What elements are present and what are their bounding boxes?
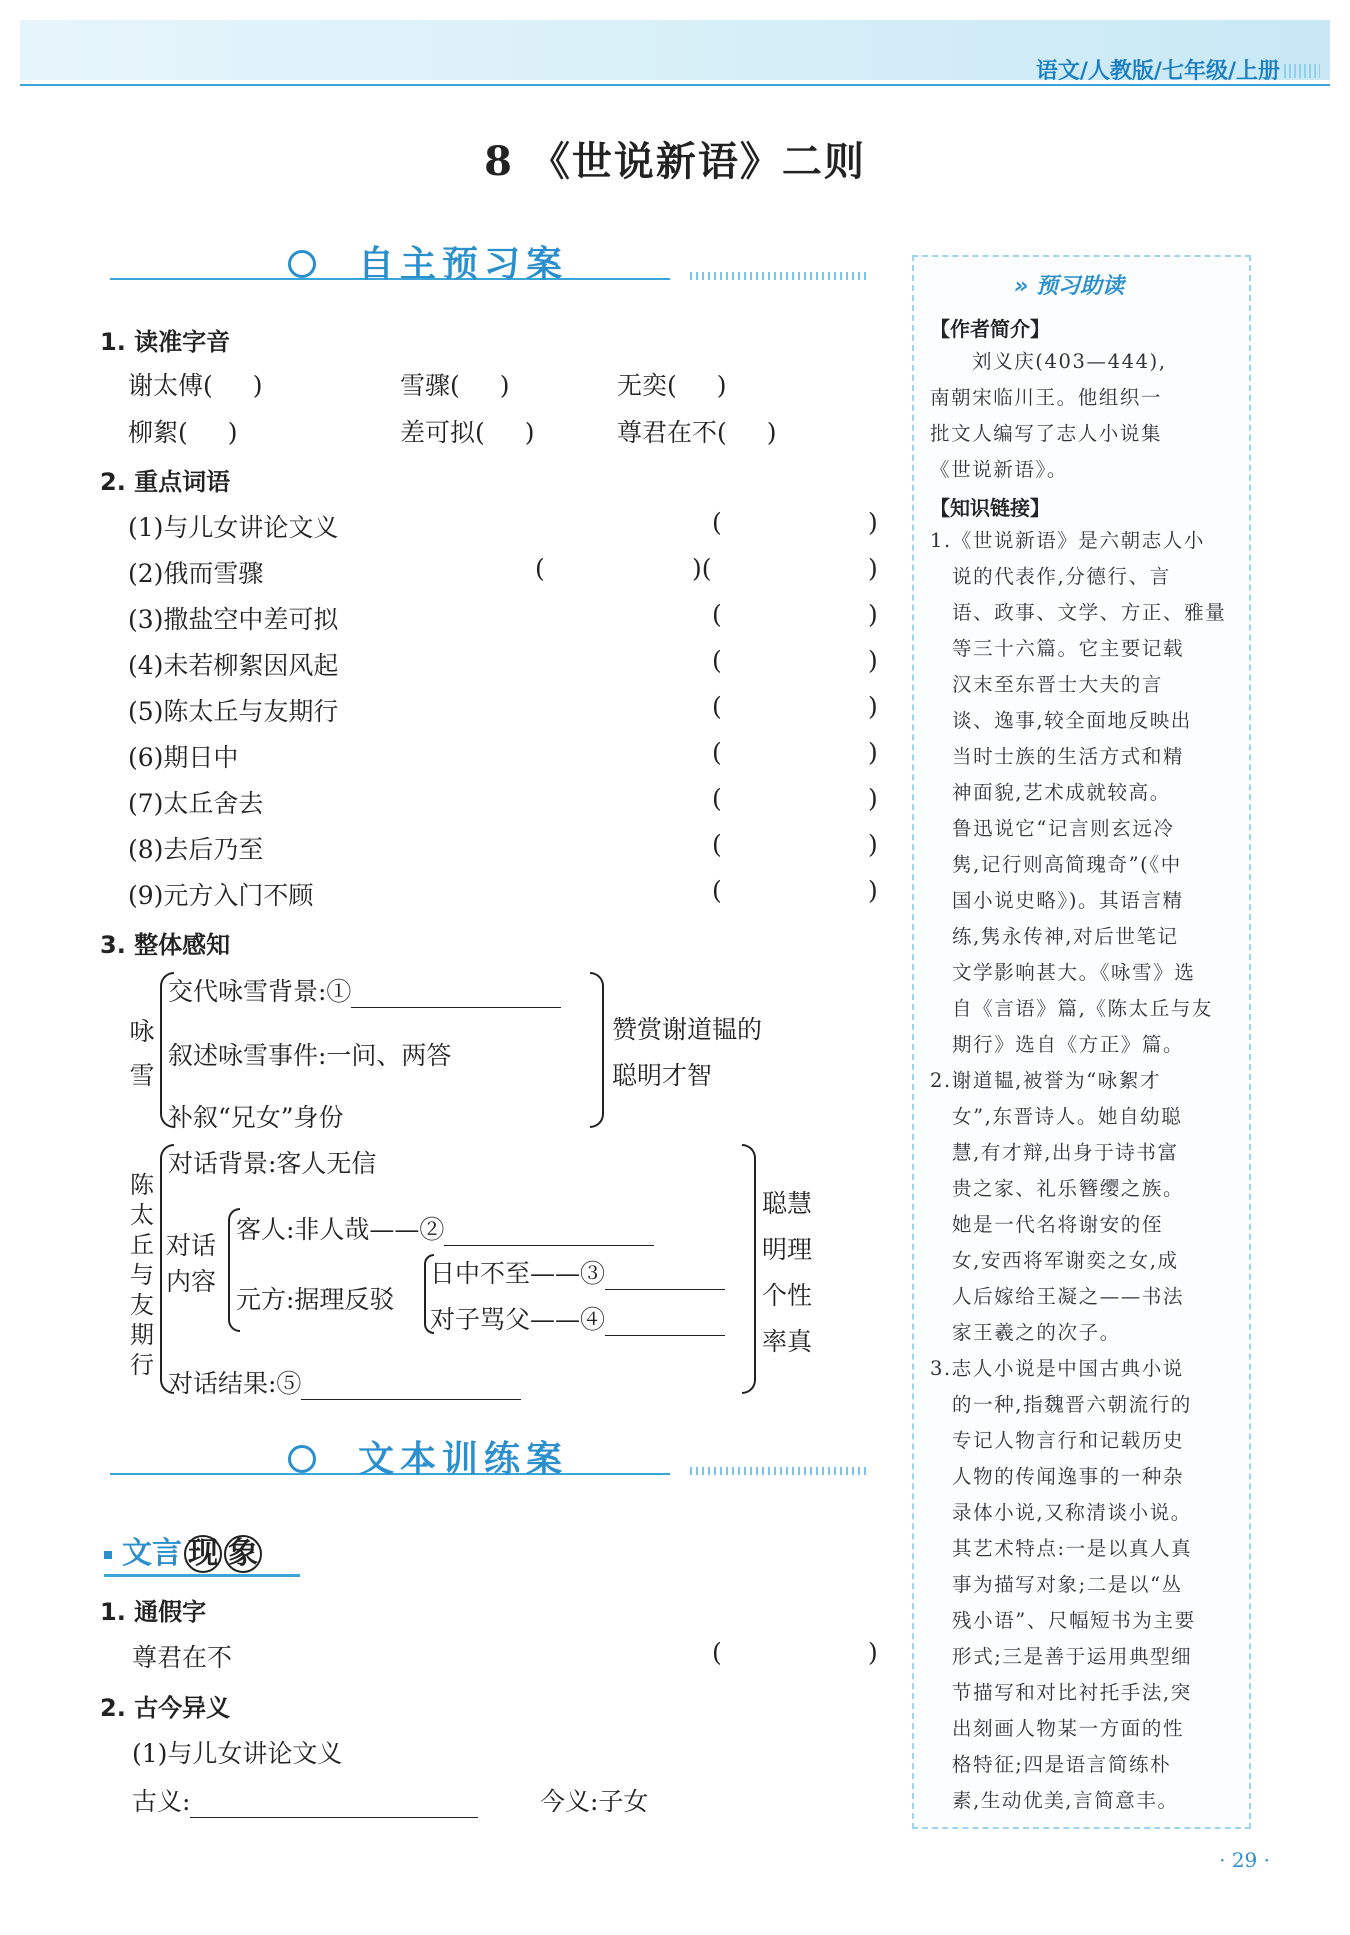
q2-item: (2)俄而雪骤: [128, 559, 264, 588]
target-icon: [288, 1445, 316, 1473]
knowledge-1-line: 等三十六篇。它主要记载: [952, 637, 1185, 660]
section-title-training: 文本训练案: [358, 1439, 569, 1480]
answer-paren-close: ): [868, 600, 878, 629]
knowledge-3-line: 形式;三是善于运用典型细: [952, 1645, 1193, 1668]
knowledge-1-line: 当时士族的生活方式和精: [952, 745, 1185, 768]
knowledge-1-line: 鲁迅说它“记言则玄远冷: [952, 817, 1175, 840]
chen-label: 陈太丘与友期行: [130, 1171, 154, 1379]
author-intro-line: 批文人编写了志人小说集: [930, 422, 1163, 445]
q2-item: (7)太丘舍去: [128, 789, 264, 818]
knowledge-link-label: 【知识链接】: [930, 496, 1050, 520]
author-intro-line: 南朝宋临川王。他组织一: [930, 386, 1163, 409]
q2-item: (3)撒盐空中差可拟: [128, 605, 339, 634]
q1-item-2: 雪骤( ): [400, 371, 510, 400]
answer-paren-close: ): [868, 692, 878, 721]
knowledge-3-line: 3.志人小说是中国古典小说: [930, 1357, 1184, 1380]
chen-background: 对话背景:客人无信: [168, 1149, 377, 1178]
yongxue-line-1: 交代咏雪背景:①: [168, 972, 561, 1008]
q2-item: (6)期日中: [128, 743, 239, 772]
q1-item-6: 尊君在不( ): [617, 418, 777, 447]
q2-item: (4)未若柳絮因风起: [128, 651, 339, 680]
knowledge-3-line: 素,生动优美,言简意丰。: [952, 1789, 1179, 1812]
section-title-preview: 自主预习案: [358, 244, 569, 285]
gujin-title: 2. 古今异义: [100, 1694, 231, 1722]
lesson-title: 8 《世说新语》二则: [484, 138, 866, 185]
tongjiazi-item: 尊君在不: [132, 1643, 233, 1672]
preview-sidebar: [912, 255, 1251, 1829]
knowledge-1-line: 1.《世说新语》是六朝志人小: [930, 529, 1206, 552]
yongxue-brace-right: [590, 972, 604, 1128]
knowledge-2-line: 人后嫁给王凝之——书法: [952, 1285, 1185, 1308]
knowledge-1-line: 语、政事、文学、方正、雅量: [952, 601, 1227, 624]
yongxue-line-2: 叙述咏雪事件:一问、两答: [168, 1041, 452, 1070]
q2-item: (1)与儿女讲论文义: [128, 513, 339, 542]
knowledge-1-line: 说的代表作,分德行、言: [952, 565, 1171, 588]
knowledge-1-line: 练,隽永传神,对后世笔记: [952, 925, 1179, 948]
answer-paren-close: ): [868, 738, 878, 767]
q3-title: 3. 整体感知: [100, 931, 231, 959]
tongjiazi-title: 1. 通假字: [100, 1598, 207, 1626]
gujin-gu: 古义:: [132, 1782, 478, 1818]
chen-rebut-2: 对子骂父——④: [430, 1300, 725, 1336]
answer-paren-open: (: [712, 600, 722, 629]
knowledge-1-line: 神面貌,艺术成就较高。: [952, 781, 1171, 804]
chen-trait-3: 个性: [762, 1281, 813, 1310]
q1-item-5: 差可拟( ): [400, 418, 535, 447]
knowledge-1-line: 汉末至东晋士大夫的言: [952, 673, 1164, 696]
answer-paren-open: (: [712, 692, 722, 721]
banner-dots: [690, 272, 870, 280]
knowledge-1-line: 谈、逸事,较全面地反映出: [952, 709, 1192, 732]
q2-item: (5)陈太丘与友期行: [128, 697, 339, 726]
answer-paren-open: (: [712, 508, 722, 537]
answer-paren-open: (: [712, 784, 722, 813]
chen-content-label: 对话内容: [166, 1231, 217, 1296]
knowledge-3-line: 残小语”、尺幅短书为主要: [952, 1609, 1196, 1632]
page-number: · 29 ·: [1219, 1848, 1270, 1872]
sidebar-heading: » 预习助读: [1014, 274, 1124, 299]
knowledge-3-line: 的一种,指魏晋六朝流行的: [952, 1393, 1192, 1416]
chen-trait-1: 聪慧: [762, 1189, 813, 1218]
knowledge-3-line: 录体小说,又称清谈小说。: [952, 1501, 1192, 1524]
knowledge-2-line: 慧,有才辩,出身于诗书富: [952, 1141, 1179, 1164]
knowledge-1-line: 期行》选自《方正》篇。: [952, 1033, 1185, 1056]
knowledge-2-line: 家王羲之的次子。: [952, 1321, 1121, 1344]
header-stripes: [1284, 64, 1320, 78]
chen-brace-right: [742, 1144, 756, 1394]
q1-item-4: 柳絮( ): [128, 418, 238, 447]
knowledge-3-line: 事为描写对象;二是以“丛: [952, 1573, 1183, 1596]
q1-title: 1. 读准字音: [100, 328, 231, 356]
q2-title: 2. 重点词语: [100, 468, 231, 496]
answer-paren-open: (: [535, 554, 545, 583]
chen-guest-line: 客人:非人哉——②: [236, 1210, 654, 1246]
book-info: 语文/人教版/七年级/上册: [1035, 59, 1280, 84]
tongjiazi-close: ): [868, 1638, 878, 1667]
knowledge-1-line: 文学影响甚大。《咏雪》选: [952, 961, 1196, 984]
gujin-jin: 今义:子女: [540, 1787, 649, 1816]
yongxue-summary-1: 赞赏谢道韫的: [612, 1015, 763, 1044]
knowledge-1-line: 国小说史略》)。其语言精: [952, 889, 1184, 912]
answer-paren-close: ): [868, 876, 878, 905]
answer-paren-close: ): [868, 830, 878, 859]
knowledge-3-line: 节描写和对比衬托手法,突: [952, 1681, 1192, 1704]
answer-paren-open: (: [712, 738, 722, 767]
knowledge-2-line: 女”,东晋诗人。她自幼聪: [952, 1105, 1183, 1128]
knowledge-2-line: 她是一代名将谢安的侄: [952, 1213, 1164, 1236]
answer-paren-close: ): [868, 554, 878, 583]
q1-item-1: 谢太傅( ): [128, 371, 263, 400]
knowledge-3-line: 格特征;四是语言简练朴: [952, 1753, 1172, 1776]
answer-paren-open: (: [712, 646, 722, 675]
answer-paren-open: (: [712, 830, 722, 859]
wenyan-underline: [104, 1574, 300, 1577]
author-intro-line: 刘义庆(403—444),: [972, 350, 1167, 373]
tongjiazi-open: (: [712, 1638, 722, 1667]
q2-item: (9)元方入门不顾: [128, 881, 314, 910]
knowledge-2-line: 贵之家、礼乐簪缨之族。: [952, 1177, 1185, 1200]
chen-yuanfang-line: 元方:据理反驳: [236, 1285, 395, 1314]
q1-item-3: 无奕( ): [617, 371, 727, 400]
answer-paren-mid: )(: [692, 554, 712, 583]
wenyan-heading: 文言 现 象: [104, 1528, 262, 1573]
knowledge-2-line: 女,安西将军谢奕之女,成: [952, 1249, 1179, 1272]
chen-result: 对话结果:⑤: [168, 1364, 521, 1400]
author-intro-line: 《世说新语》。: [930, 458, 1068, 481]
answer-paren-close: ): [868, 646, 878, 675]
answer-paren-close: ): [868, 508, 878, 537]
gujin-item: (1)与儿女讲论文义: [132, 1739, 343, 1768]
knowledge-2-line: 2.谢道韫,被誉为“咏絮才: [930, 1069, 1162, 1092]
answer-paren-open: (: [712, 876, 722, 905]
knowledge-3-line: 人物的传闻逸事的一种杂: [952, 1465, 1185, 1488]
author-intro-label: 【作者简介】: [930, 317, 1050, 341]
knowledge-3-line: 其艺术特点:一是以真人真: [952, 1537, 1193, 1560]
knowledge-3-line: 专记人物言行和记载历史: [952, 1429, 1185, 1452]
answer-paren-close: ): [868, 784, 878, 813]
chen-rebut-1: 日中不至——③: [430, 1254, 725, 1290]
chen-trait-4: 率真: [762, 1327, 813, 1356]
section-banner-training: [110, 1425, 870, 1485]
chen-trait-2: 明理: [762, 1235, 813, 1264]
knowledge-3-line: 出刻画人物某一方面的性: [952, 1717, 1185, 1740]
yongxue-line-3: 补叙“兄女”身份: [168, 1103, 344, 1132]
section-banner-preview: [110, 230, 870, 290]
q2-item: (8)去后乃至: [128, 835, 264, 864]
yongxue-summary-2: 聪明才智: [612, 1061, 713, 1090]
yongxue-label: 咏雪: [129, 1017, 155, 1090]
knowledge-1-line: 隽,记行则高简瑰奇”(《中: [952, 853, 1182, 876]
banner-dots: [690, 1467, 870, 1475]
knowledge-1-line: 自《言语》篇,《陈太丘与友: [952, 997, 1213, 1020]
target-icon: [288, 250, 316, 278]
